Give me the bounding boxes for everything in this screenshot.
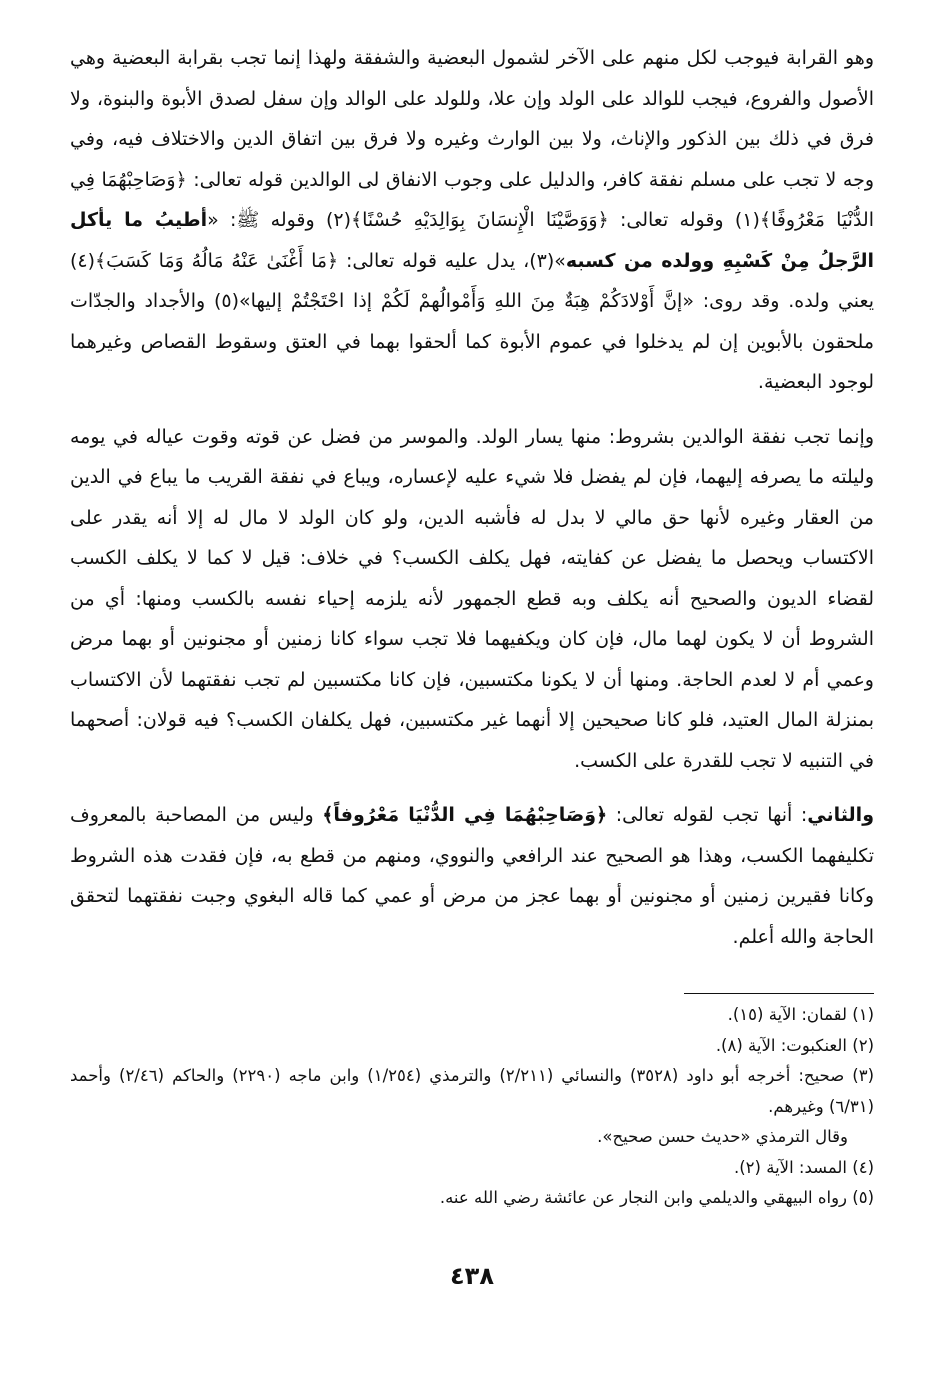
emphasized-text: والثاني bbox=[807, 804, 875, 826]
emphasized-text: أطيبُ ما يأكل الرَّجلُ مِنْ كَسْبِهِ وولده من كسبه bbox=[70, 209, 875, 272]
footnote-text: (٣) صحيح: أخرجه أبو داود (٣٥٢٨) والنسائي (٢/٢١١) والترمذي (١/٢٥٤) وابن ماجه (٢٢٩٠) والحاكم (٢/٤٦) وأحمد (٦/٣١) وغيرهم. bbox=[70, 1066, 874, 1116]
footnote bbox=[70, 1183, 874, 1214]
paragraph-text: وإنما تجب نفقة الوالدين بشروط: منها يسار الولد. والموسر من فضل عن قوته وقوت عياله في يومه وليلته ما يصرفه إليهما، فإن لم يفضل فلا شيء عليه لإعساره، ويباع في نفقة القريب ما يباع في الدين من العقار وغيره لأنها حق مالي لا بدل له فأشبه الدين، ولو كان الولد لا مال له إلا أنه يقدر على الاكتساب ويحصل ما يفضل عن كفايته، فهل يكلف الكسب؟ في خلاف: قيل لا كما لا يكلف الكسب لقضاء الديون والصحيح أنه يكلف وبه قطع الجمهور لأنه يلزمه إحياء نفسه بالكسب ومنها: أي من الشروط أن لا يكون لهما مال، فإن كان ويكفيهما فلا تجب سواء كانا زمنين أو مجنونين أو بهما مرض وعمي أم لا لعدم الحاجة. ومنها أن لا يكونا مكتسبين، فإن كانا مكتسبين لم تجب نفقتهما لأن الاكتساب بمنزلة المال العتيد، فلو كانا صحيحين إلا أنهما غير مكتسبين، فهل يكلفان الكسب؟ فيه قولان: أصحهما في التنبيه لا تجب للقدرة على الكسب. bbox=[70, 425, 874, 772]
footnote-text: (٢) العنكبوت: الآية (٨). bbox=[715, 1035, 874, 1055]
body-paragraph bbox=[70, 417, 874, 782]
footnote bbox=[70, 1122, 874, 1153]
body-paragraph bbox=[70, 795, 874, 957]
paragraph-text: »(٣)، يدل عليه قوله تعالى: ﴿مَا أَغْنَىٰ عَنْهُ مَالُهُ وَمَا كَسَبَ﴾(٤) يعني ولده. وقد روى: «إنَّ أَوْلادَكُمْ هِبَةٌ مِنَ اللهِ وَأَمْوالُهمْ لَكُمْ إذا احْتَجْتُمْ إليها»(٥) والأجداد والجدّات ملحقون بالأبوين إن لم يدخلوا في عموم الأبوة كما ألحقوا بهما في العتق وسقوط القصاص وغيرهما لوجود البعضية. bbox=[70, 249, 874, 393]
footnote-text: (٥) رواه البيهقي والديلمي وابن النجار عن عائشة رضي الله عنه. bbox=[439, 1188, 874, 1207]
footnotes bbox=[70, 1000, 874, 1214]
footnote bbox=[70, 1031, 874, 1062]
footnote bbox=[70, 1061, 874, 1122]
footnote-text: (١) لقمان: الآية (١٥). bbox=[727, 1005, 874, 1024]
body-paragraph bbox=[70, 38, 874, 403]
footnote bbox=[70, 1000, 874, 1031]
footnote-text: وقال الترمذي «حديث حسن صحيح». bbox=[597, 1127, 848, 1146]
footnote-text: (٤) المسد: الآية (٢). bbox=[733, 1157, 874, 1177]
paragraph-text: : أنها تجب لقوله تعالى: bbox=[607, 804, 808, 826]
footnote-separator bbox=[684, 993, 874, 994]
paragraph-text: وهو القرابة فيوجب لكل منهم على الآخر لشمول البعضية والشفقة ولهذا إنما تجب بقرابة البعضية وهي الأصول والفروع، فيجب للوالد على الولد وإن علا، وللولد على الوالد وإن سفل لصدق الأبوة والبنوة، ولا فرق في ذلك بين الذكور والإناث، ولا بين الوارث وغيره ولا فرق بين اتفاق الدين والاختلاف فيه، وفي وجه لا تجب على مسلم نفقة كافر، والدليل على وجوب الانفاق لى الوالدين قوله تعالى: ﴿وَصَاحِبْهُمَا فِي الدُّنْيَا مَعْرُوفًا﴾(١) وقوله تعالى: ﴿وَوَصَّيْنَا الْإِنسَانَ بِوَالِدَيْهِ حُسْنًا﴾(٢) وقوله ﷺ: « bbox=[70, 47, 875, 231]
body-text bbox=[70, 38, 874, 957]
footnote bbox=[70, 1153, 874, 1184]
emphasized-text: ﴿وَصَاحِبْهُمَا فِي الدُّنْيَا مَعْرُوفاً﴾ bbox=[322, 804, 608, 826]
page-number: ٤٣٨ bbox=[450, 1262, 494, 1290]
paragraph-text: وليس من المصاحبة بالمعروف تكليفهما الكسب، وهذا هو الصحيح عند الرافعي والنووي، ومنهم من قطع به، فإن فقدت هذه الشروط وكانا فقيرين زمنين أو مجنونين أو بهما عجز من مرض أو عمي كما قاله البغوي وجبت نفقتهما لتحقق الحاجة والله أعلم. bbox=[70, 804, 874, 948]
